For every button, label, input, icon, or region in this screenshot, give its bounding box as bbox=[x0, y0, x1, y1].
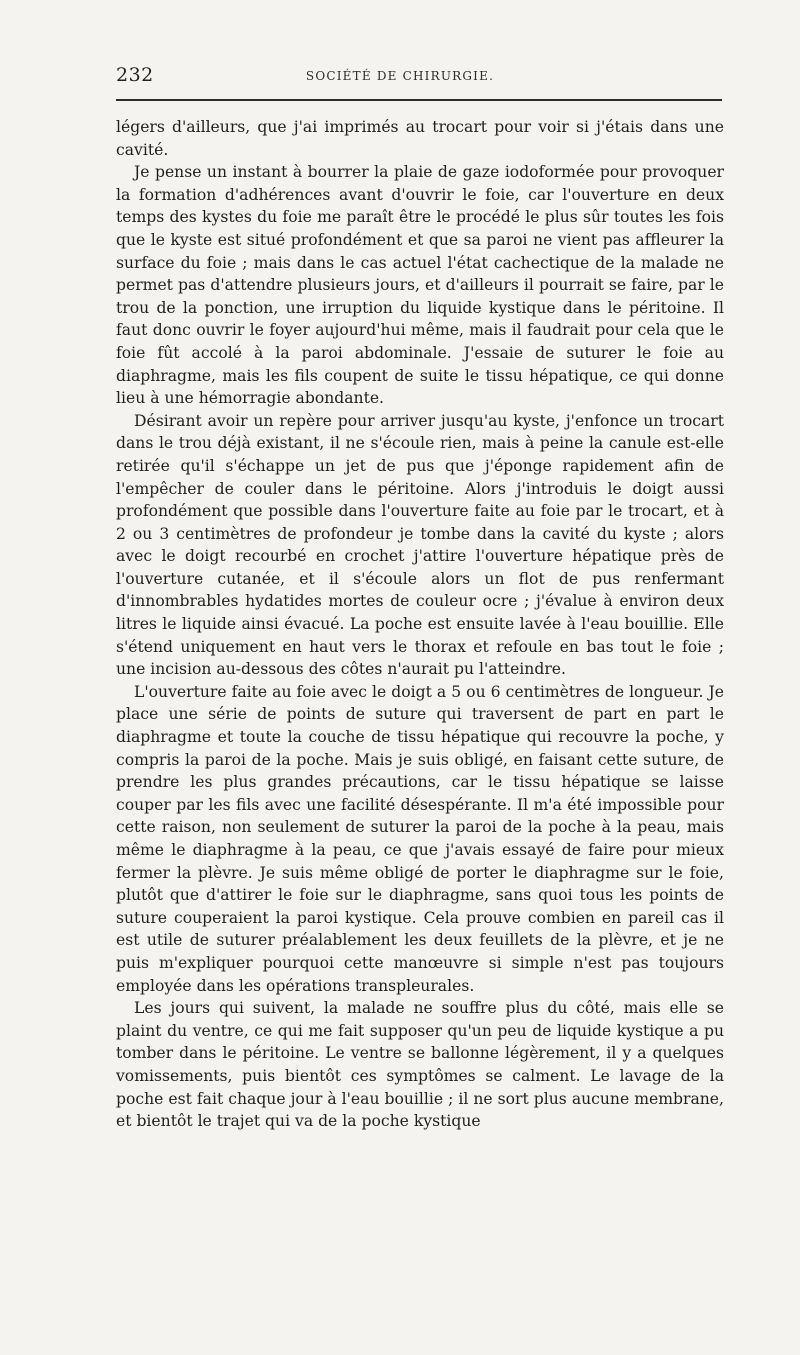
paragraph: Les jours qui suivent, la malade ne souffre plus du côté, mais elle se plaint du ventre, ce qui me fait supposer qu'un peu de liquide kystique a pu tomber dans le péritoine. Le ventre se ballonne légèrement, il y a quelques vomissements, puis bientôt ces symptômes se calment. Le lavage de la poche est fait chaque jour à l'eau bouillie ; il ne sort plus aucune membrane, et bientôt le trajet qui va de la poche kystique bbox=[116, 999, 724, 1131]
page-number: 232 bbox=[116, 64, 154, 86]
running-title: SOCIÉTÉ DE CHIRURGIE. bbox=[305, 69, 495, 83]
paragraph: Je pense un instant à bourrer la plaie de gaze iodoformée pour provoquer la formation d'adhérences avant d'ouvrir le foie, car l'ouverture en deux temps des kystes du foie me paraît être le procédé le plus sûr toutes les fois que le kyste est situé profondément et que sa paroi ne vient pas affleurer la surface du foie ; mais dans le cas actuel l'état cachectique de la malade ne permet pas d'attendre plusieurs jours, et d'ailleurs il pourrait se faire, par le trou de la ponction, une irruption du liquide kystique dans le péritoine. Il faut donc ouvrir le foyer aujourd'hui même, mais il faudrait pour cela que le foie fût accolé à la paroi abdominale. J'essaie de suturer le foie au diaphragme, mais les fils coupent de suite le tissu hépatique, ce qui donne lieu à une hémorragie abondante. bbox=[116, 163, 724, 408]
paragraph: L'ouverture faite au foie avec le doigt a 5 ou 6 centimètres de longueur. Je place une série de points de suture qui traversent de part en part le diaphragme et toute la couche de tissu hépatique qui recouvre la poche, y compris la paroi de la poche. Mais je suis obligé, en faisant cette suture, de prendre les plus grandes précautions, car le tissu hépatique se laisse couper par les fils avec une facilité désespérante. Il m'a été impossible pour cette raison, non seulement de suturer la paroi de la poche à la peau, mais même le diaphragme à la peau, ce que j'avais essayé de faire pour mieux fermer la plèvre. Je suis même obligé de porter le diaphragme sur le foie, plutôt que d'attirer le foie sur le diaphragme, sans quoi tous les points de suture couperaient la paroi kystique. Cela prouve combien en pareil cas il est utile de suturer préalablement les deux feuillets de la plèvre, et je ne puis m'expliquer pourquoi cette manœuvre si simple n'est pas toujours employée dans les opérations transpleurales. bbox=[116, 682, 724, 995]
body-text bbox=[116, 116, 724, 1133]
header-rule bbox=[116, 99, 722, 101]
paragraph-continuation: légers d'ailleurs, que j'ai imprimés au trocart pour voir si j'étais dans une cavité. bbox=[116, 118, 724, 159]
paragraph: Désirant avoir un repère pour arriver jusqu'au kyste, j'enfonce un trocart dans le trou déjà existant, il ne s'écoule rien, mais à peine la canule est-elle retirée qu'il s'échappe un jet de pus que j'éponge rapidement afin de l'empêcher de couler dans le péritoine. Alors j'introduis le doigt aussi profondément que possible dans l'ouverture faite au foie par le trocart, et à 2 ou 3 centimètres de profondeur je tombe dans la cavité du kyste ; alors avec le doigt recourbé en crochet j'attire l'ouverture hépatique près de l'ouverture cutanée, et il s'écoule alors un flot de pus renfermant d'innombrables hydatides mortes de couleur ocre ; j'évalue à environ deux litres le liquide ainsi évacué. La poche est ensuite lavée à l'eau bouillie. Elle s'étend uniquement en haut vers le thorax et refoule en bas tout le foie ; une incision au-dessous des côtes n'aurait pu l'atteindre. bbox=[116, 411, 724, 679]
